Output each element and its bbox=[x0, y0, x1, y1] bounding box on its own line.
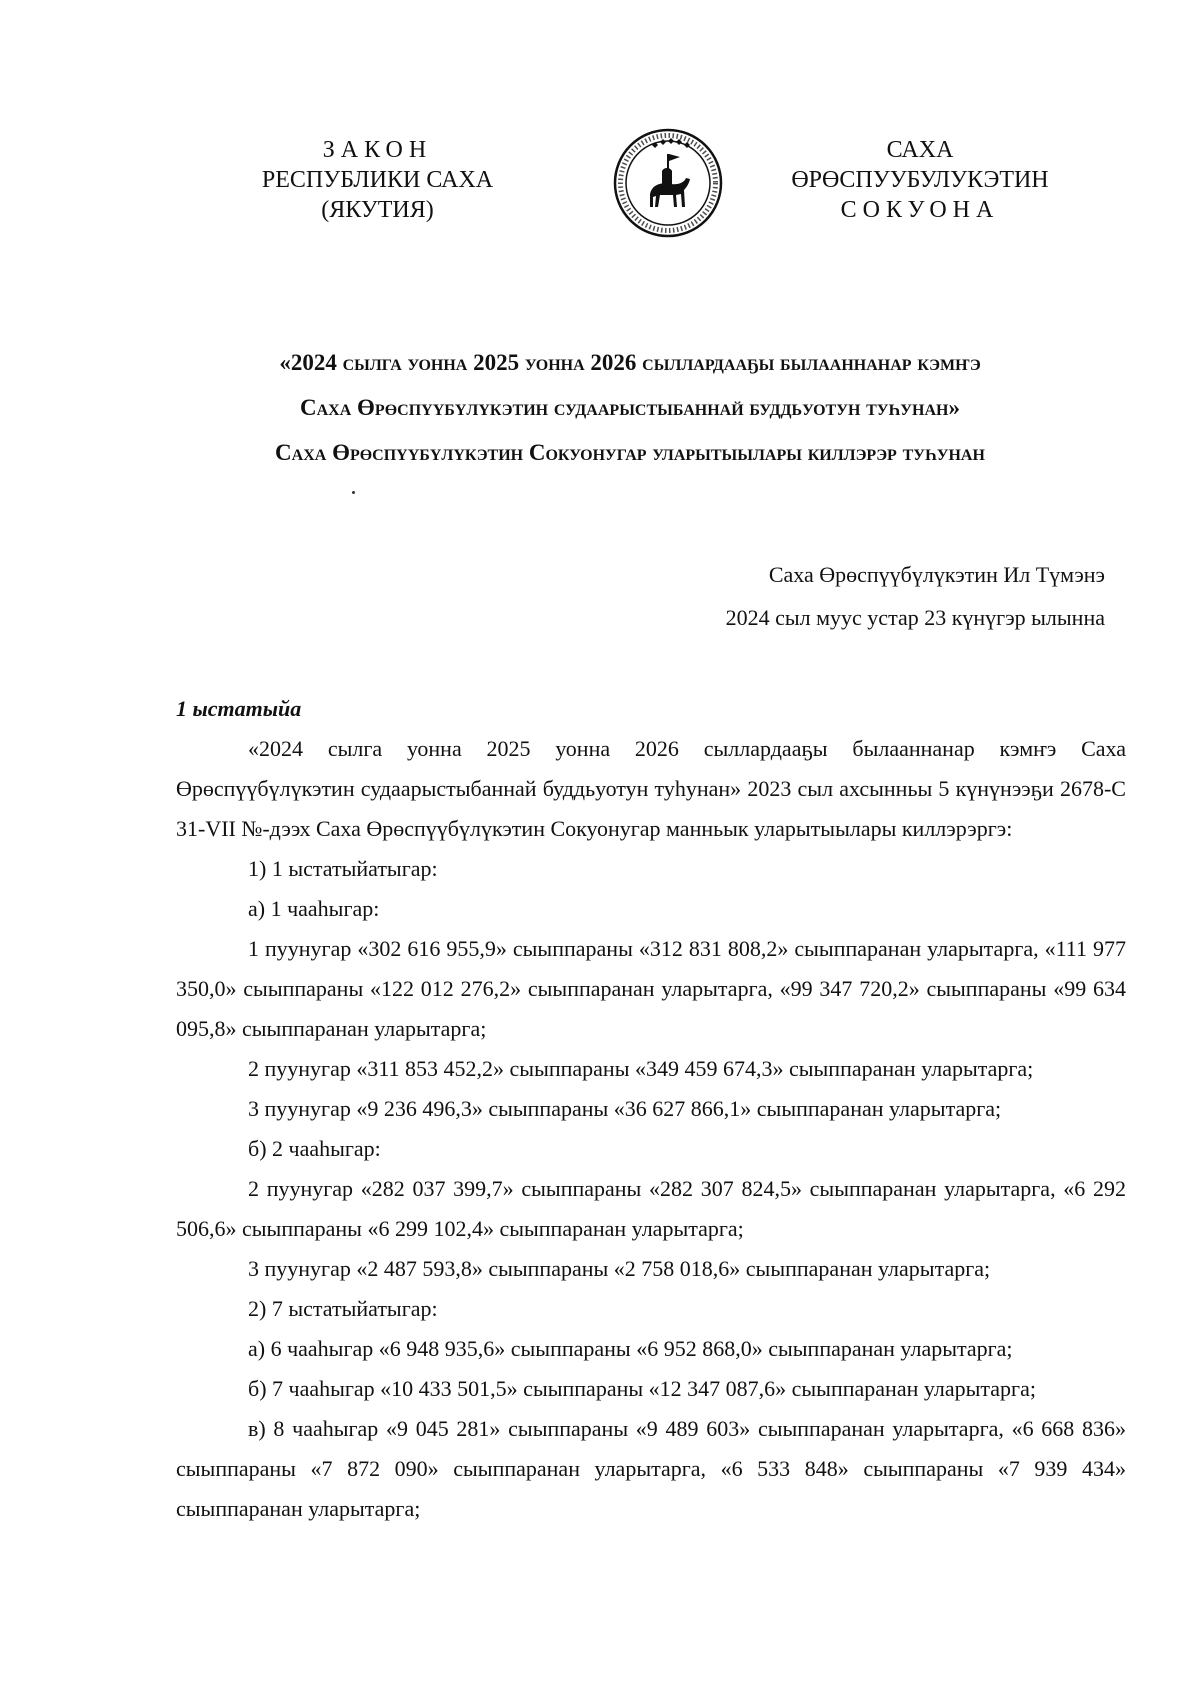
paragraph: 3 пуунугар «2 487 593,8» сыыппараны «2 758 018,6» сыыппаранан уларытарга; bbox=[248, 1256, 991, 1281]
paragraph: в) 8 чааһыгар «9 045 281» сыыппараны «9 489 603» сыыппаранан уларытарга, «6 668 836» сыыппараны «7 872 090» сыыппаранан уларытарга, «6 533 848» сыыппараны «7 939 434» сыыппаранан уларытарга; bbox=[176, 1416, 1126, 1521]
coat-of-arms-seal-icon bbox=[612, 127, 724, 239]
law-label-ru: ЗАКОН bbox=[322, 137, 433, 163]
paragraph: 1 пуунугар «302 616 955,9» сыыппараны «312 831 808,2» сыыппаранан уларытарга, «111 977 350,0» сыыппараны «122 012 276,2» сыыппаранан уларытарга, «99 347 720,2» сыыппараны «99 634 095,8» сыыппаранан уларытарга; bbox=[176, 936, 1126, 1041]
article-heading: 1 ыстатыйа bbox=[176, 696, 302, 721]
paragraph: 2) 7 ыстатыйатыгар: bbox=[248, 1296, 438, 1321]
paragraph: 3 пуунугар «9 236 496,3» сыыппараны «36 627 866,1» сыыппаранан уларытарга; bbox=[248, 1096, 1002, 1121]
republic-name-sakha: САХА ӨРӨСПУУБУЛУКЭТИН bbox=[791, 137, 1049, 193]
paragraph: 1) 1 ыстатыйатыгар: bbox=[248, 856, 438, 881]
document-title bbox=[140, 340, 1120, 475]
paragraph: а) 1 чааһыгар: bbox=[248, 896, 380, 921]
title-line-3: Саха Өрөспүүбүлүкэтин Сокуонугар уларытыылары киллэрэр туһунан bbox=[275, 440, 985, 465]
title-line-1: «2024 сылга уонна 2025 уонна 2026 сыллардааҕы былааннанар кэмҥэ bbox=[279, 350, 981, 375]
header-right bbox=[755, 135, 1085, 225]
adoption-block bbox=[726, 553, 1105, 639]
paragraph: 2 пуунугар «282 037 399,7» сыыппараны «282 307 824,5» сыыппаранан уларытарга, «6 292 506,6» сыыппараны «6 299 102,4» сыыппаранан уларытарга; bbox=[176, 1176, 1126, 1241]
title-line-2: Саха Өрөспүүбүлүкэтин судаарыстыбаннай буддьуотун туһунан» bbox=[300, 395, 960, 420]
header-left bbox=[205, 135, 550, 225]
adopting-body: Саха Өрөспүүбүлүкэтин Ил Түмэнэ bbox=[768, 562, 1105, 587]
scan-dot bbox=[352, 491, 355, 494]
article-body bbox=[176, 689, 1126, 1529]
adoption-date: 2024 сыл муус устар 23 күнүгэр ылынна bbox=[725, 605, 1105, 630]
paragraph: 2 пуунугар «311 853 452,2» сыыппараны «349 459 674,3» сыыппаранан уларытарга; bbox=[248, 1056, 1034, 1081]
republic-name-ru: РЕСПУБЛИКИ САХА (ЯКУТИЯ) bbox=[261, 167, 494, 223]
paragraph: а) 6 чааһыгар «6 948 935,6» сыыппараны «6 952 868,0» сыыппаранан уларытарга; bbox=[248, 1336, 1013, 1361]
paragraph: б) 2 чааһыгар: bbox=[248, 1136, 381, 1161]
law-label-sakha: СОКУОНА bbox=[840, 197, 1000, 223]
paragraph: б) 7 чааһыгар «10 433 501,5» сыыппараны «12 347 087,6» сыыппаранан уларытарга; bbox=[248, 1376, 1036, 1401]
paragraph: «2024 сылга уонна 2025 уонна 2026 сыллардааҕы былааннанар кэмҥэ Саха Өрөспүүбүлүкэтин судаарыстыбаннай буддьуотун туһунан» 2023 сыл ахсынньы 5 күнүнээҕи 2678-С 31-VII №-дээх Саха Өрөспүүбүлүкэтин Сокуонугар манньык уларытыылары киллэрэргэ: bbox=[176, 736, 1126, 841]
